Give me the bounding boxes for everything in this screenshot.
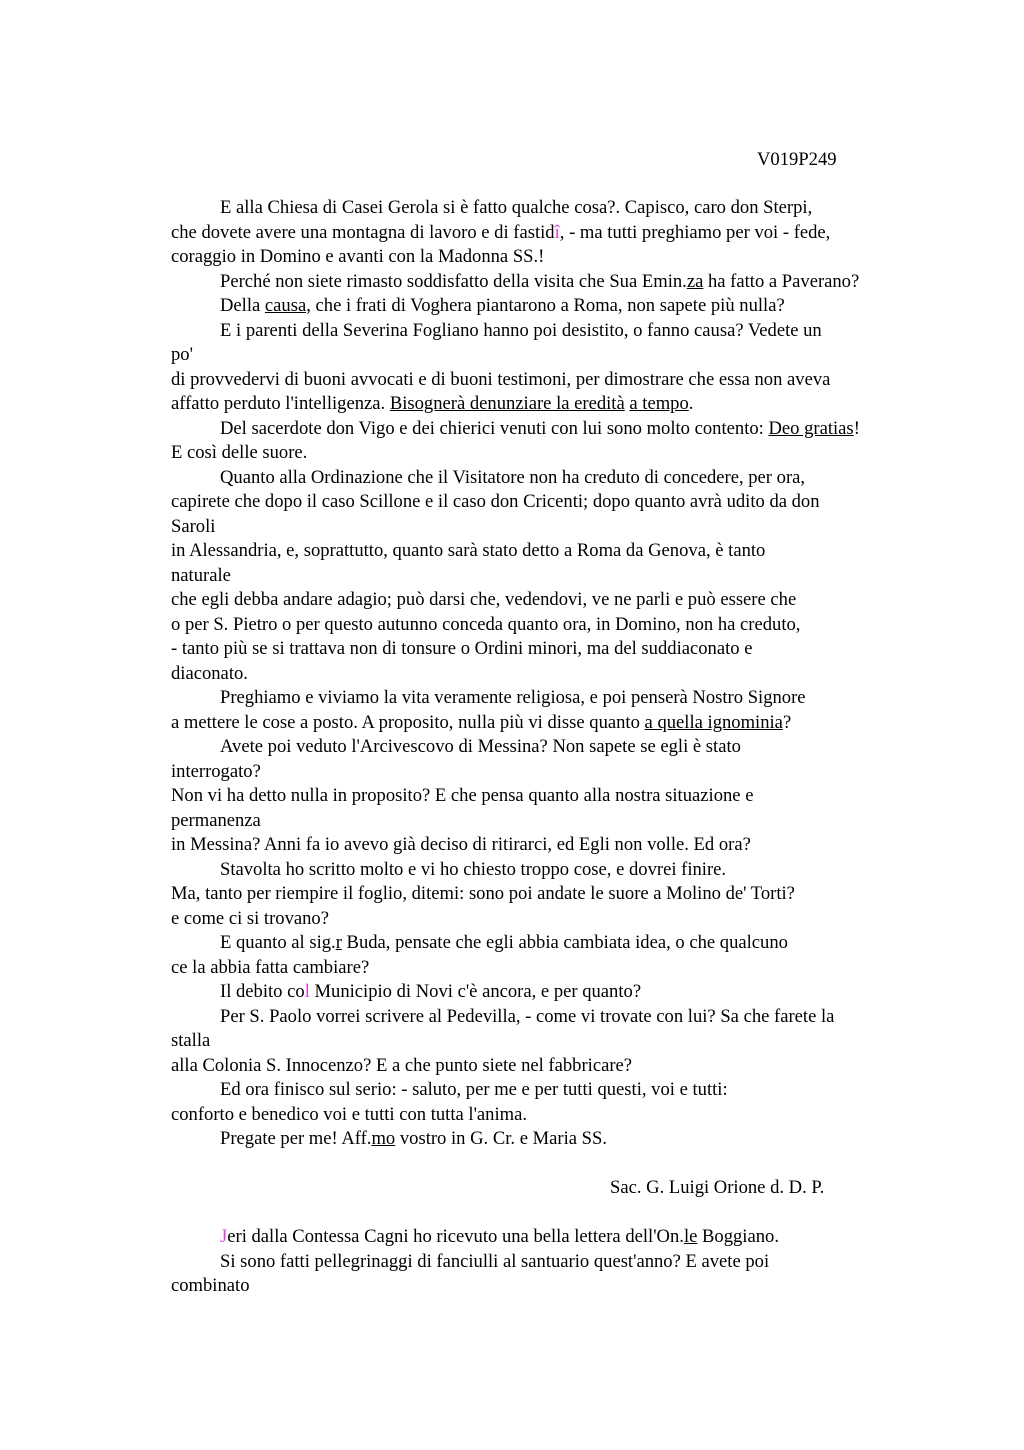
underlined-text: Bisognerà denunziare la eredità (389, 393, 625, 414)
text-line: stalla (171, 1030, 211, 1051)
text-line: e come ci si trovano? (171, 907, 329, 929)
underlined-text: a tempo (629, 393, 689, 414)
text-run: , - ma tutti preghiamo per voi - fede, (559, 221, 831, 243)
text-run: Boggiano. (697, 1226, 779, 1247)
text-line: Ma, tanto per riempire il foglio, ditemi: sono poi andate le suore a Molino de' Torti? (171, 883, 795, 904)
text-line: Saroli (171, 515, 216, 537)
text-line: alla Colonia S. Innocenzo? E a che punto siete nel fabbricare? (171, 1054, 633, 1076)
underlined-text: a quella ignominia (644, 711, 783, 733)
text-line: in Messina? Anni fa io avevo già deciso di ritirarci, ed Egli non volle. Ed ora? (171, 834, 751, 855)
text-line: di provvedervi di buoni avvocati e di buoni testimoni, per dimostrare che essa non aveva (171, 368, 831, 390)
text-line (171, 294, 951, 319)
text-line (171, 221, 951, 246)
text-run: , che i frati di Voghera piantarono a Roma, non sapete più nulla? (306, 295, 785, 316)
text-line: capirete che dopo il caso Scillone e il caso don Cricenti; dopo quanto avrà udito da don (171, 491, 820, 512)
text-run: a mettere le cose a posto. A proposito, nulla più vi disse quanto (171, 711, 645, 733)
signature: Sac. G. Luigi Orione d. D. P. (610, 1177, 825, 1198)
text-run: affatto perduto l'intelligenza. (171, 393, 390, 414)
text-run: ! (853, 417, 860, 439)
underlined-text: causa (264, 295, 307, 316)
text-line: Quanto alla Ordinazione che il Visitatore non ha creduto di concedere, per ora, (220, 466, 806, 488)
text-run: eri dalla Contessa Cagni ho ricevuto una bella lettera dell'On. (227, 1226, 684, 1247)
highlighted-char: J (220, 1226, 228, 1247)
text-line: naturale (171, 564, 231, 586)
text-run: che dovete avere una montagna di lavoro e di fastid (171, 221, 555, 243)
text-line (171, 1127, 951, 1152)
text-line (171, 711, 951, 736)
underlined-text: r (335, 932, 342, 953)
text-line: conforto e benedico voi e tutti con tutta l'anima. (171, 1103, 528, 1125)
text-run: Perché non siete rimasto soddisfatto della visita che Sua Emin. (220, 270, 687, 292)
text-line: Preghiamo e viviamo la vita veramente religiosa, e poi penserà Nostro Signore (220, 687, 806, 708)
highlighted-char: l (304, 981, 310, 1002)
text-line: E così delle suore. (171, 442, 308, 463)
text-run: Buda, pensate che egli abbia cambiata idea, o che qualcuno (341, 932, 788, 953)
text-run: Pregate per me! Aff. (220, 1128, 372, 1149)
text-line (171, 270, 951, 295)
text-line: coraggio in Domino e avanti con la Madonna SS.! (171, 246, 545, 267)
postscript-line (171, 1225, 951, 1250)
text-run: Municipio di Novi c'è ancora, e per quanto? (309, 981, 642, 1002)
spacer (171, 1201, 951, 1226)
text-line: Ed ora finisco sul serio: - saluto, per me e per tutti questi, voi e tutti: (220, 1079, 728, 1100)
underlined-text: le (683, 1226, 698, 1247)
text-line: interrogato? (171, 760, 261, 782)
text-line (171, 417, 951, 442)
postscript-line: Si sono fatti pellegrinaggi di fanciulli al santuario quest'anno? E avete poi (220, 1250, 770, 1272)
text-line: ce la abbia fatta cambiare? (171, 956, 370, 978)
text-run: vostro in G. Cr. e Maria SS. (395, 1128, 607, 1149)
underlined-text: za (686, 270, 704, 292)
text-line (171, 392, 951, 417)
text-run: Il debito co (220, 981, 305, 1002)
underlined-text: mo (371, 1128, 396, 1149)
text-run: Del sacerdote don Vigo e dei chierici venuti con lui sono molto contento: (220, 417, 769, 439)
text-line: o per S. Pietro o per questo autunno conceda quanto ora, in Domino, non ha creduto, (171, 613, 801, 635)
text-line: Per S. Paolo vorrei scrivere al Pedevilla, - come vi trovate con lui? Sa che farete la (220, 1005, 835, 1027)
text-line: po' (171, 344, 193, 365)
text-line: E i parenti della Severina Fogliano hanno poi desistito, o fanno causa? Vedete un (220, 319, 822, 341)
text-line: diaconato. (171, 662, 248, 684)
text-line: Non vi ha detto nulla in proposito? E che pensa quanto alla nostra situazione e (171, 785, 754, 806)
text-line (171, 980, 951, 1005)
text-line (171, 931, 951, 956)
underlined-text: Deo gratias (768, 417, 854, 439)
postscript-line: combinato (171, 1275, 250, 1296)
text-line: Stavolta ho scritto molto e vi ho chiesto troppo cose, e dovrei finire. (220, 858, 727, 880)
text-line: - tanto più se si trattava non di tonsure o Ordini minori, ma del suddiaconato e (171, 638, 753, 659)
text-run: E quanto al sig. (220, 932, 336, 953)
letter-body (171, 196, 951, 1299)
spacer (171, 1152, 951, 1177)
text-run: . (688, 393, 694, 414)
text-line: in Alessandria, e, soprattutto, quanto sarà stato detto a Roma da Genova, è tanto (171, 540, 766, 561)
text-run: Della (220, 295, 265, 316)
page-reference: V019P249 (757, 149, 837, 170)
text-run: ha fatto a Paverano? (703, 270, 860, 292)
text-run: ? (782, 711, 792, 733)
highlighted-char: î (554, 221, 560, 243)
text-line: Avete poi veduto l'Arcivescovo di Messina? Non sapete se egli è stato (220, 736, 741, 757)
text-line: che egli debba andare adagio; può darsi che, vedendovi, ve ne parli e può essere che (171, 589, 797, 610)
text-line: E alla Chiesa di Casei Gerola si è fatto qualche cosa?. Capisco, caro don Sterpi, (220, 197, 813, 218)
text-line: permanenza (171, 809, 261, 831)
